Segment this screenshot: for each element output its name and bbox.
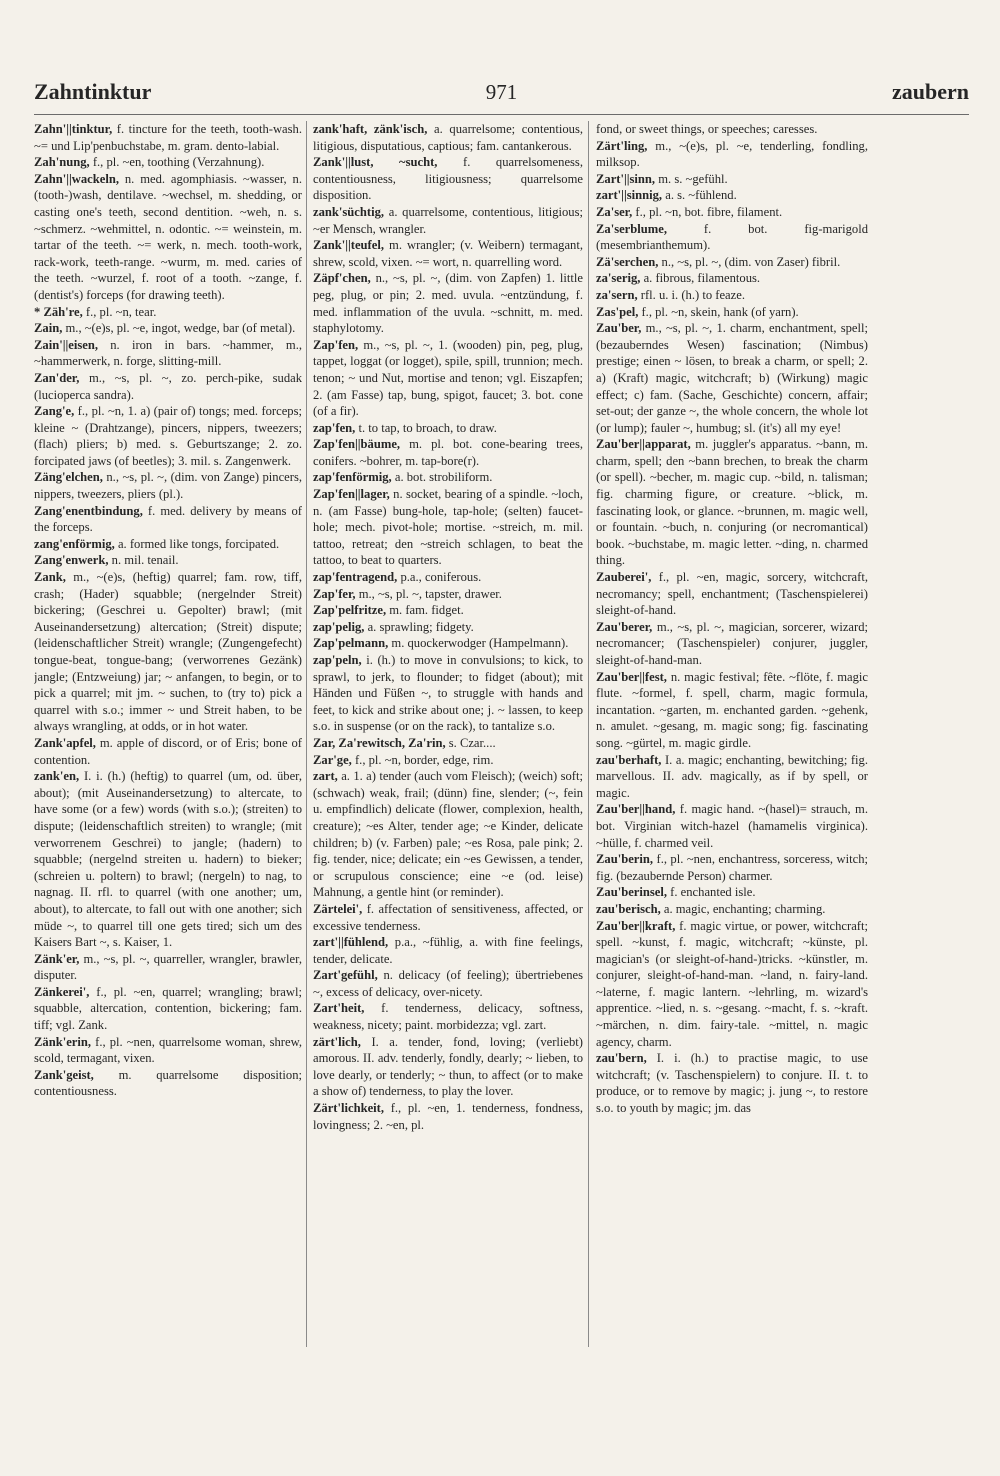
entry-headword: zau'berisch, [596, 901, 661, 916]
entry-headword: Zap'pelfritze, [313, 603, 387, 618]
dictionary-entry [313, 204, 583, 237]
entry-headword: Zang'e, [34, 404, 75, 419]
dictionary-entry [596, 320, 868, 436]
entry-definition: i. (h.) to move in convulsions; to kick, to sprawl, to jerk, to flounder; to fidget (about); mit Händen und Füßen ~, to struggle with hands and feet, to kick and strike about one; j. ~ lassen, to keep s.o. in suspense (or on the rack), to tantalize s.o. [313, 653, 583, 734]
entry-definition: n. med. agomphiasis. ~wasser, n. (tooth-)wash, dentilave. ~wechsel, m. shedding, or casting one's teeth, second dentition. ~weh, n. s. ~schmerz. ~wehmittel, n. odontic. ~= weinstein, m. tartar of the teeth. ~= werk, n. mech. tooth-work, rack-work, teeth-range. ~wurm, m. med. caries of the teeth. ~wurzel, f. root of a tooth. ~zange, f. (dentist's) forceps (for drawing teeth). [34, 171, 302, 302]
entry-definition: p.a., coniferous. [397, 570, 482, 585]
entry-definition: f., pl. ~en, quarrel; wrangling; brawl; squabble, altercation, contention, bickering; fam. tiff; vgl. Zank. [34, 984, 302, 1033]
entry-definition: f. bot. fig-marigold (mesembrianthemum). [596, 221, 868, 253]
dictionary-entry [34, 536, 302, 553]
entry-headword: Zain'||eisen, [34, 337, 98, 352]
entry-definition: s. Czar.... [445, 735, 496, 750]
entry-headword: Zart'heit, [313, 1001, 365, 1016]
dictionary-entry [596, 254, 868, 271]
entry-definition: n. mil. tenail. [108, 553, 179, 568]
dictionary-entry [34, 569, 302, 735]
entry-headword: Zänk'erin, [34, 1034, 92, 1049]
entry-headword: Zar, Za'rewitsch, Za'rin, [313, 735, 446, 750]
dictionary-entry [596, 270, 868, 287]
dictionary-entry [313, 154, 583, 204]
entry-headword: zang'enförmig, [34, 536, 115, 551]
entry-headword: zart'||fühlend, [313, 935, 389, 950]
dictionary-entry [313, 934, 583, 967]
dictionary-entry [596, 801, 868, 851]
entry-definition: a. magic, enchanting; charming. [660, 901, 826, 916]
entry-headword: zap'fenförmig, [313, 470, 392, 485]
entry-definition: n. delicacy (of feeling); übertriebenes ~, excess of delicacy, over-nicety. [313, 968, 583, 999]
dictionary-entry [596, 918, 868, 1051]
entry-headword: Zahn'||wackeln, [34, 171, 119, 186]
dictionary-entry [313, 735, 583, 752]
dictionary-entry [596, 901, 868, 918]
dictionary-entry [596, 221, 868, 254]
entry-definition: f., pl. ~n, skein, hank (of yarn). [638, 304, 799, 319]
dictionary-entry [313, 752, 583, 769]
entry-headword: zank'haft, zänk'isch, [313, 122, 428, 136]
entry-definition: m., ~(e)s, (heftig) quarrel; fam. row, tiff, crash; (Hader) squabble; (nergelnder Streit) bickering; (Geschrei u. Gepolter) brawl; (mit Auseinandersetzung) altercation; (Streit) dispute; (leidenschaftlicher Streit) wrangle; (Zungengefecht) tongue-beat, tongue-bang; (verworrenes Gezänk) jangle; (Entzweiung) jar; ~ anfangen, to begin, or to pick a quarrel; mit jm. ~ suchen, to (try to) pick a quarrel with s.o.; immer ~ und Streit haben, to be always wrangling, at odds, or in hot water. [34, 570, 302, 734]
dictionary-entry [34, 469, 302, 502]
left-guide-word: Zahntinktur [34, 79, 152, 104]
dictionary-entry [596, 884, 868, 901]
entry-definition: m. pl. bot. cone-bearing trees, conifers. ~bohrer, m. tap-bore(r). [313, 437, 583, 468]
entry-definition: m., ~s, pl. ~, 1. charm, enchantment, spell; (bezauberndes Wesen) fascination; (Nimbus) prestige; einen ~ lösen, to break a charm, or spell; 2. a) (Kraft) magic, witchcraft; b) (Wirkung) magic effect; c) fam. (Sache, Geschichte) concern, affair; set-out; der ganze ~, the whole concern, the whole lot (or lump); fauler ~, humbug; sl. (it's) all my eye! [596, 321, 868, 435]
dictionary-entry [313, 602, 583, 619]
entry-definition: f., pl. ~nen, quarrelsome woman, shrew, scold, termagant, vixen. [34, 1034, 302, 1066]
entry-headword: Zau'ber||hand, [596, 802, 676, 817]
entry-definition: n. socket, bearing of a spindle. ~loch, n. (am Fasse) bung-hole, tap-hole; (selten) faucet-hole; mech. pivot-hole; mortise. ~streich, m. mil. tattoo, retreat; den ~streich schlagen, to beat the tattoo, to beat to quarters. [313, 487, 583, 568]
dictionary-entry [313, 901, 583, 934]
dictionary-entry [34, 337, 302, 370]
dictionary-entry [34, 984, 302, 1034]
entry-definition: fond, or sweet things, or speeches; caresses. [596, 122, 818, 136]
entry-headword: Zau'ber||apparat, [596, 437, 691, 452]
entry-headword: zärt'lich, [313, 1034, 361, 1049]
entry-definition: rfl. u. i. (h.) to feaze. [637, 287, 745, 302]
entry-headword: Zau'berinsel, [596, 885, 668, 900]
dictionary-entry [34, 735, 302, 768]
entry-headword: Zärt'ling, [596, 138, 648, 153]
dictionary-entry [34, 768, 302, 951]
dictionary-entry [596, 204, 868, 221]
header-rule [34, 114, 969, 115]
dictionary-entry [313, 1100, 583, 1133]
entry-definition: f. magic hand. ~(hasel)= strauch, m. bot. Virginian witch-hazel (hamamelis virginica). ~hülle, f. charmed veil. [596, 802, 868, 850]
column-divider [306, 121, 307, 1347]
dictionary-entry [596, 669, 868, 752]
entry-headword: Zau'ber||kraft, [596, 918, 676, 933]
dictionary-entry [313, 652, 583, 735]
dictionary-entry [313, 270, 583, 336]
entry-definition: a. bot. strobiliform. [391, 470, 493, 485]
entry-headword: Zänk'er, [34, 951, 80, 966]
entry-definition: m. apple of discord, or of Eris; bone of contention. [34, 735, 302, 767]
entry-headword: Zart'gefühl, [313, 968, 378, 983]
dictionary-entry [313, 436, 583, 469]
dictionary-entry [313, 1034, 583, 1100]
dictionary-entry [596, 121, 868, 138]
dictionary-entry [596, 851, 868, 884]
entry-definition: a. s. ~fühlend. [662, 188, 737, 203]
dictionary-entry [313, 768, 583, 901]
entry-headword: Zau'berin, [596, 852, 654, 867]
entry-definition: f., pl. ~en, magic, sorcery, witchcraft, necromancy; spell, enchantment; (Taschenspielerei) sleight-of-hand. [596, 570, 868, 618]
entry-headword: Za'serblume, [596, 221, 668, 236]
entry-definition: a. fibrous, filamentous. [640, 271, 761, 286]
entry-definition: f. med. delivery by means of the forceps. [34, 503, 302, 535]
entry-headword: Zap'fen||lager, [313, 487, 390, 502]
entry-definition: m., ~s, pl. ~, quarreller, wrangler, brawler, disputer. [34, 951, 302, 983]
entry-headword: Zang'enwerk, [34, 553, 109, 568]
dictionary-entry [596, 138, 868, 171]
entry-definition: m. quarrelsome disposition; contentiousness. [34, 1067, 302, 1099]
dictionary-entry [596, 187, 868, 204]
dictionary-entry [34, 403, 302, 469]
entry-headword: Zah'nung, [34, 155, 90, 170]
entry-headword: za'serig, [596, 271, 641, 286]
entry-headword: zart'||sinnig, [596, 188, 663, 203]
entry-definition: m., ~s, pl. ~, zo. perch-pike, sudak (lucioperca sandra). [34, 370, 302, 402]
dictionary-entry [596, 436, 868, 569]
entry-definition: I. a. magic; enchanting, bewitching; fig. marvellous. II. adv. magically, as if by spell, or magic. [596, 752, 868, 800]
entry-headword: Zap'fen||bäume, [313, 437, 401, 452]
entry-definition: f., pl. ~n, border, edge, rim. [351, 752, 494, 767]
dictionary-entry [313, 121, 583, 154]
entry-definition: m. fam. fidget. [386, 603, 464, 618]
entry-headword: zau'bern, [596, 1051, 647, 1066]
right-guide-word: zaubern [892, 79, 969, 104]
entry-definition: n., ~s, pl. ~, (dim. von Zange) pincers, nippers, tweezers, pliers (pl.). [34, 470, 302, 502]
entry-headword: Zan'der, [34, 370, 80, 385]
entry-definition: I. i. (h.) to practise magic, to use witchcraft; (v. Taschenspielern) to conjure. II. t. to produce, or to remove by magic; j. jung ~, to restore s.o. to youth by magic; jm. das [596, 1051, 868, 1116]
dictionary-entry [34, 304, 302, 321]
dictionary-entry [313, 420, 583, 437]
dictionary-entry [34, 370, 302, 403]
dictionary-entry [34, 503, 302, 536]
entry-headword: Zart'||sinn, [596, 171, 656, 186]
entry-definition: n., ~s, pl. ~, (dim. von Zaser) fibril. [658, 254, 841, 269]
entry-headword: Zä'serchen, [596, 254, 659, 269]
dictionary-entry [313, 469, 583, 486]
entry-headword: Zau'ber||fest, [596, 669, 667, 684]
dictionary-entry [34, 951, 302, 984]
dictionary-entry [313, 1000, 583, 1033]
entry-definition: n., ~s, pl. ~, (dim. von Zapfen) 1. little peg, plug, or pin; 2. med. uvula. ~entzündung, f. med. inflammation of the uvula. ~schnitt, m. med. staphylotomy. [313, 271, 583, 336]
dictionary-entry [596, 287, 868, 304]
dictionary-entry [313, 569, 583, 586]
dictionary-entry [34, 1067, 302, 1100]
entry-definition: a. quarrelsome; contentious, litigious, disputatious, captious; fam. cantankerous. [313, 122, 583, 153]
dictionary-entry [313, 635, 583, 652]
entry-headword: Zap'fer, [313, 586, 356, 601]
entry-headword: Zäpf'chen, [313, 271, 371, 286]
entry-definition: m., ~s, pl. ~, magician, sorcerer, wizard; necromancer; (Taschenspieler) conjurer, juggler, sleight-of-hand-man. [596, 619, 868, 667]
entry-headword: zart, [313, 769, 338, 784]
dictionary-entry [313, 486, 583, 569]
dictionary-entry [596, 304, 868, 321]
entry-headword: zap'pelig, [313, 619, 365, 634]
entry-definition: f., pl. ~en, toothing (Verzahnung). [89, 155, 265, 170]
entry-definition: a. quarrelsome, contentious, litigious; ~er Mensch, wrangler. [313, 204, 583, 236]
entry-definition: f., pl. ~en, 1. tenderness, fondness, lovingness; 2. ~en, pl. [313, 1101, 583, 1132]
entry-headword: Zau'ber, [596, 321, 642, 336]
entry-definition: f., pl. ~n, bot. fibre, filament. [632, 204, 783, 219]
entry-headword: Zau'berer, [596, 619, 653, 634]
entry-headword: * Zäh're, [34, 304, 83, 319]
entry-definition: f. affectation of sensitiveness, affected, or excessive tenderness. [313, 901, 583, 933]
entry-headword: Zank'geist, [34, 1067, 94, 1082]
dictionary-entry [596, 1050, 868, 1116]
entry-definition: f. enchanted isle. [667, 885, 756, 900]
entry-headword: Zank'||lust, ~sucht, [313, 155, 438, 170]
entry-definition: f. tincture for the teeth, tooth-wash. ~= und Lip'penbuchstabe, m. gram. dento-labial. [34, 122, 302, 153]
page-number: 971 [485, 80, 518, 104]
entry-headword: Zahn'||tinktur, [34, 122, 113, 136]
entry-definition: m., ~s, pl. ~, tapster, drawer. [355, 586, 502, 601]
entry-headword: zap'fen, [313, 420, 356, 435]
entry-headword: Zäng'elchen, [34, 470, 103, 485]
column-divider [588, 121, 589, 1347]
entry-definition: n. magic festival; fête. ~flöte, f. magic flute. ~formel, f. spell, charm, magic formula, incantation. ~garten, m. enchanted garden. ~gehenk, n. amulet. ~gesang, m. magic song; fig. fascinating song. ~gürtel, m. magic girdle. [596, 669, 868, 750]
dictionary-entry [596, 171, 868, 188]
entry-definition: a. sprawling; fidgety. [364, 619, 474, 634]
dictionary-entry [313, 337, 583, 420]
column-2 [313, 121, 583, 1461]
entry-headword: zau'berhaft, [596, 752, 662, 767]
entry-headword: Zap'pelmann, [313, 636, 389, 651]
dictionary-entry [34, 552, 302, 569]
entry-definition: f., pl. ~n, tear. [82, 304, 157, 319]
dictionary-entry [34, 121, 302, 154]
entry-headword: Za'ser, [596, 204, 633, 219]
entry-definition: n. iron in bars. ~hammer, m., ~hammerwerk, n. forge, slitting-mill. [34, 337, 302, 369]
entry-definition: m., ~(e)s, pl. ~e, tenderling, fondling, milksop. [596, 138, 868, 170]
entry-definition: m., ~(e)s, pl. ~e, ingot, wedge, bar (of metal). [62, 321, 296, 336]
entry-definition: m., ~s, pl. ~, 1. (wooden) pin, peg, plug, tappet, loggat (or logget), spile, spill, trunnion; mech. tenon; ~ und Nut, mortise and tenon; vgl. Eiszapfen; 2. (am Fasse) tap, bung, spigot, faucet; 3. bot. cone (of a fir). [313, 337, 583, 419]
entry-headword: Zang'enentbindung, [34, 503, 143, 518]
entry-headword: Zärtelei', [313, 901, 363, 916]
entry-definition: m. wrangler; (v. Weibern) termagant, shrew, scold, vixen. ~= wort, n. quarrelling word. [313, 238, 583, 269]
entry-definition: m. juggler's apparatus. ~bann, m. charm, spell; den ~bann brechen, to break the charm (or spell). ~becher, m. magic cup. ~bild, n. talisman; fig. charming figure, or creature. ~blick, m. fascinating look, or glance. ~brunnen, m. magic well, or fountain. ~buch, n. conjuring (or necromantical) book. ~buchstabe, m. magic letter. ~ding, n. charmed thing. [596, 437, 868, 568]
dictionary-entry [596, 752, 868, 802]
entry-headword: Zas'pel, [596, 304, 639, 319]
entry-headword: Zänkerei', [34, 984, 90, 999]
entry-headword: Zap'fen, [313, 337, 359, 352]
entry-definition: m. quockerwodger (Hampelmann). [388, 636, 569, 651]
dictionary-entry [313, 967, 583, 1000]
entry-definition: f. magic virtue, or power, witchcraft; spell. ~kunst, f. magic, witchcraft; ~künste, pl. magician's (or sleight-of-hand-)tricks. ~künstler, m. conjurer, sleight-of-hand-man. ~land, n. fairy-land. ~laterne, f. magic lantern. ~lehrling, m. wizard's apprentice. ~lied, n. s. ~gesang. ~macht, f. s. ~kraft. ~märchen, n. dim. fairy-tale. ~mittel, n. magic agency, charm. [596, 918, 868, 1049]
dictionary-entry [34, 154, 302, 171]
entry-headword: zap'peln, [313, 653, 362, 667]
entry-headword: Zar'ge, [313, 752, 352, 767]
entry-definition: f., pl. ~n, 1. a) (pair of) tongs; med. forceps; kleine ~ (Drahtzange), pincers, nippers, tweezers; (flach) pliers; b) med. s. Geburtszange; 2. zo. forcipated jaws (of beetles); 3. mil. s. Zangenwerk. [34, 404, 302, 468]
entry-definition: m. s. ~gefühl. [655, 171, 728, 186]
entry-headword: Zank'||teufel, [313, 238, 384, 253]
entry-headword: zank'süchtig, [313, 204, 385, 219]
entry-headword: zap'fentragend, [313, 570, 398, 585]
dictionary-entry [34, 171, 302, 304]
entry-headword: Zauberei', [596, 570, 652, 585]
entry-headword: Zain, [34, 321, 63, 336]
entry-headword: Zärt'lichkeit, [313, 1101, 385, 1116]
entry-headword: za'sern, [596, 287, 638, 302]
entry-definition: a. 1. a) tender (auch vom Fleisch); (weich) soft; (schwach) weak, frail; (dünn) fine, slender; (~, fein u. empfindlich) delicate (flower, complexion, health, creature); ~es Alter, tender age; ~e Kinder, delicate children; b) (v. Farben) pale; ~es Rosa, pale pink; 2. fig. tender, nice; delicate; ein ~es Gewissen, a tender, or scrupulous conscience; eine ~e (od. leise) Mahnung, a gentle hint (or reminder). [313, 769, 583, 900]
running-head [34, 74, 969, 110]
dictionary-entry [34, 320, 302, 337]
dictionary-entry [596, 569, 868, 619]
entry-definition: f., pl. ~nen, enchantress, sorceress, witch; fig. (bezaubernde Person) charmer. [596, 852, 868, 883]
entry-definition: I. i. (h.) (heftig) to quarrel (um, od. über, about); (mit Auseinandersetzung) to altercate, to have some (or a few) words (with s.o.); (streiten) to dispute; (leidenschaftlich streiten) to wrangle; (mit verworrenem Geschrei) to jangle; (hadern) to squabble; (nergelnd streiten u. hadern) to bieker; (schreien u. poltern) to brawl; (nergeln) to nag, to nagnag. II. rfl. to quarrel (with one another; um, about), to altercate, to fall out with one another; sich müde ~, to quarrel till one gets tired; sich um des Kaisers Bart ~, s. Kaiser, 1. [34, 769, 302, 950]
entry-definition: f. tenderness, delicacy, softness, weakness, nicety; paint. morbidezza; vgl. zart. [313, 1001, 583, 1033]
entry-definition: p.a., ~fühlig, a. with fine feelings, tender, delicate. [313, 935, 583, 966]
dictionary-entry [313, 619, 583, 636]
dictionary-entry [596, 619, 868, 669]
entry-definition: f. quarrelsomeness, contentiousness, litigiousness; quarrelsome disposition. [313, 155, 583, 203]
column-1 [34, 121, 302, 1461]
entry-definition: I. a. tender, fond, loving; (verliebt) amorous. II. adv. tenderly, fondly, dearly; ~ lieben, to love dearly, or tenderly; ~ thun, to affect (or to make a show of) tenderness, to play the lover. [313, 1034, 583, 1099]
dictionary-entry [313, 237, 583, 270]
entry-headword: Zank'apfel, [34, 735, 96, 750]
dictionary-entry [313, 586, 583, 603]
dictionary-entry [34, 1034, 302, 1067]
entry-definition: t. to tap, to broach, to draw. [355, 420, 497, 435]
column-3 [596, 121, 868, 1461]
entry-definition: a. formed like tongs, forcipated. [114, 536, 280, 551]
entry-headword: Zank, [34, 570, 66, 585]
entry-headword: zank'en, [34, 769, 80, 784]
